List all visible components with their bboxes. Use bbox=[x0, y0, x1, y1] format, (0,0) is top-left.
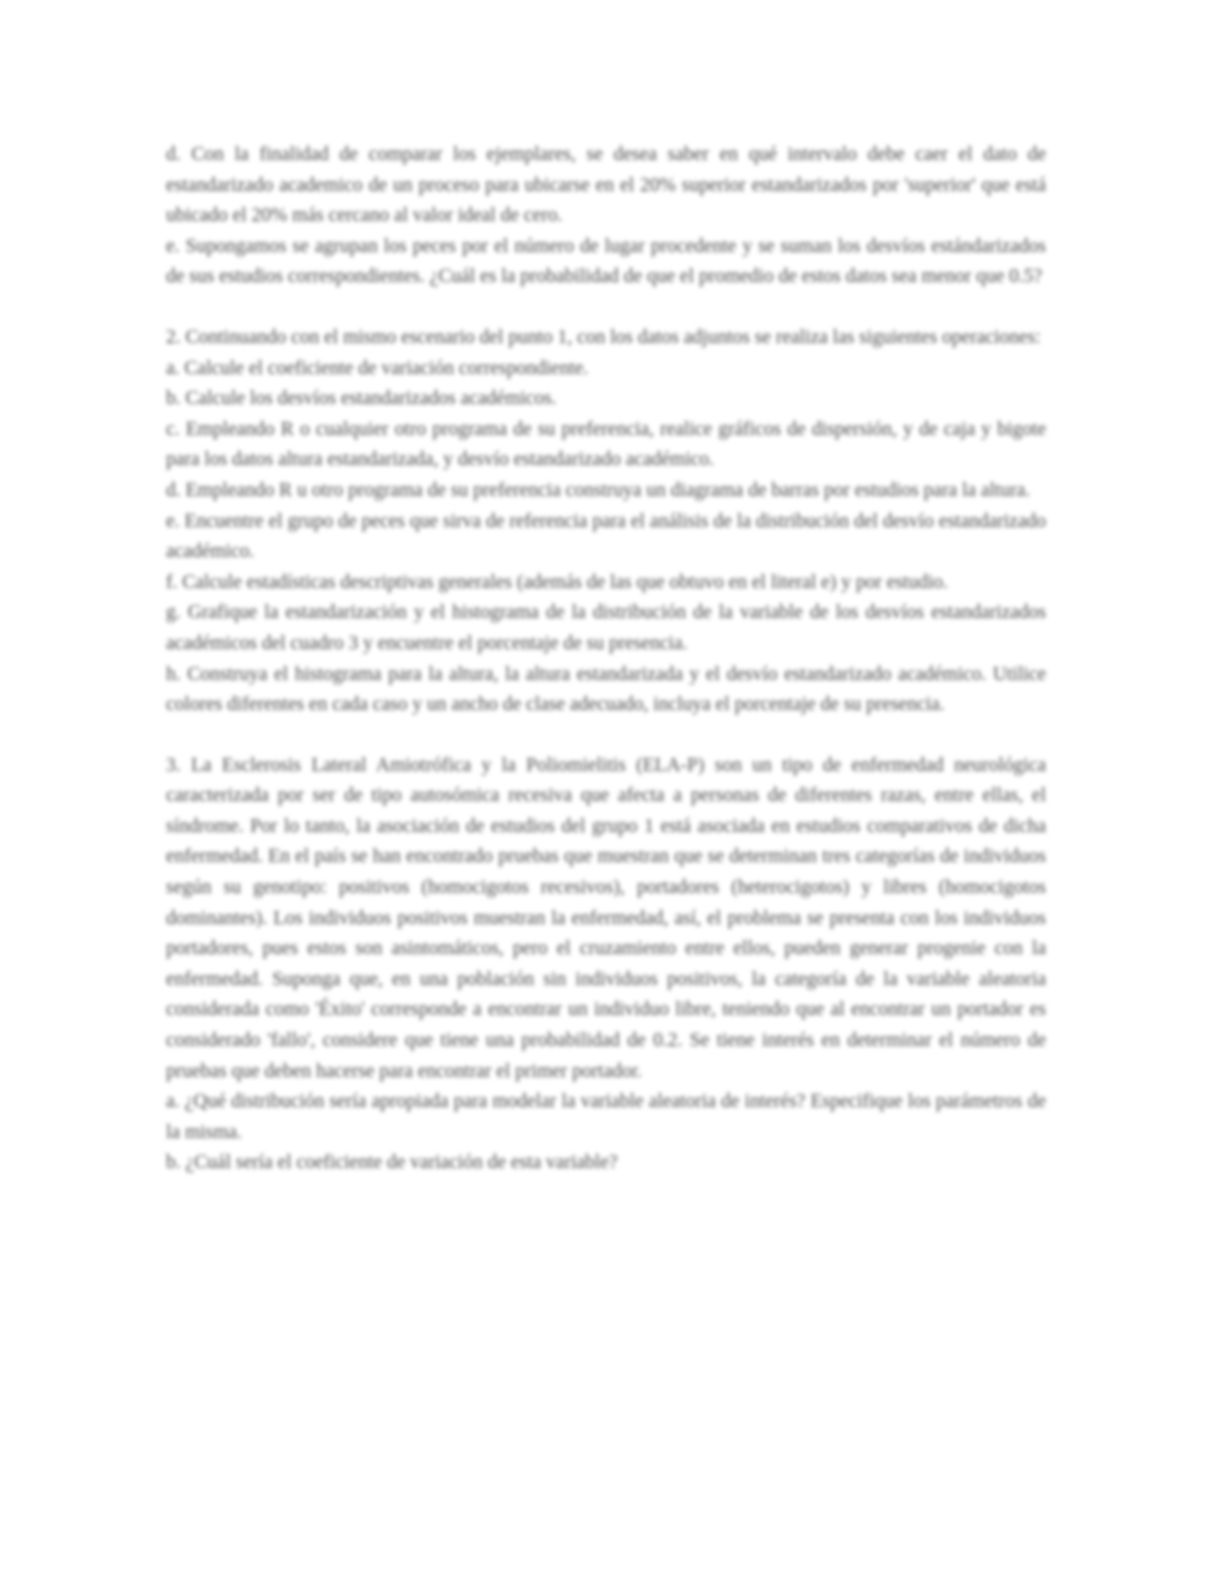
section-1 bbox=[166, 140, 1046, 293]
question-2a: a. Calcule el coeficiente de variación correspondiente. bbox=[166, 357, 589, 379]
question-2c: c. Empleando R o cualquier otro programa de su preferencia, realice gráficos de dispersión, y de caja y bigote para los datos altura estandarizada, y desvío estandarizado académico. bbox=[166, 418, 1046, 471]
section-divider bbox=[166, 293, 1046, 323]
paragraph-1d: d. Con la finalidad de comparar los ejemplares, se desea saber en qué intervalo debe caer el dato de estandarizado academico de un proceso para ubicarse en el 20% superior estandarizados por 'superior' que está ubicado el 20% más cercano al valor ideal de cero. bbox=[166, 144, 1046, 227]
section-3 bbox=[166, 751, 1046, 1179]
question-2e: e. Encuentre el grupo de peces que sirva de referencia para el análisis de la distribución del desvío estandarizado académico. bbox=[166, 510, 1046, 563]
question-2h: h. Construya el histograma para la altura, la altura estandarizada y el desvío estandarizado académico. Utilice colores diferentes en cada caso y un ancho de clase adecuado, incluya el porcentaje de su presencia. bbox=[166, 663, 1046, 716]
question-2g: g. Grafique la estandarización y el histograma de la distribución de la variable de los desvíos estandarizados académicos del cuadro 3 y encuentre el porcentaje de su presencia. bbox=[166, 602, 1046, 654]
paragraph-1e: e. Supongamos se agrupan los peces por el número de lugar procedente y se suman los desvíos estándarizados de sus estudios correspondientes. ¿Cuál es la probabilidad de que el promedio de estos datos sea menor que 0.5? bbox=[166, 235, 1046, 288]
question-2d: d. Empleando R u otro programa de su preferencia construya un diagrama de barras por estudios para la altura. bbox=[166, 479, 1031, 501]
question-3-paragraph: 3. La Esclerosis Lateral Amiotrófica y la Poliomielitis (ELA-P) son un tipo de enfermedad neurológica caracterizada por ser de tipo autosómica recesiva que afecta a personas de diferentes razas, entre ellas, el síndrome. Por lo tanto, la asociación de estudios del grupo 1 está asociada en estudios comparativos de dicha enfermedad. En el país se han encontrado pruebas que muestran que se determinan tres categorías de individuos según su genotipo: positivos (homocigotos recesivos), portadores (heterocigotos) y libres (homocigotos dominantes). Los individuos positivos muestran la enfermedad, así, el problema se presenta con los individuos portadores, pues estos son asintomáticos, pero el cruzamiento entre ellos, pueden generar progenie con la enfermedad. Suponga que, en una población sin individuos positivos, la categoría de la variable aleatoria considerada como 'Éxito' corresponde a encontrar un individuo libre, teniendo que al encontrar un portador es considerado 'fallo', considere que tiene una probabilidad de 0.2. Se tiene interés en determinar el número de pruebas que deben hacerse para encontrar el primer portador. bbox=[166, 754, 1046, 1082]
section-2 bbox=[166, 323, 1046, 721]
question-3b: b. ¿Cuál sería el coeficiente de variación de esta variable? bbox=[166, 1152, 618, 1174]
document-page bbox=[166, 140, 1046, 1179]
section-divider bbox=[166, 721, 1046, 751]
question-3a: a. ¿Qué distribución sería apropiada para modelar la variable aleatoria de interés? Especifique los parámetros de la misma. bbox=[166, 1091, 1046, 1143]
question-2-intro: 2. Continuando con el mismo escenario del punto 1, con los datos adjuntos se realiza las siguientes operaciones: bbox=[166, 326, 1041, 348]
question-2b: b. Calcule los desvíos estandarizados académicos. bbox=[166, 388, 557, 410]
question-2f: f. Calcule estadísticas descriptivas generales (además de las que obtuvo en el literal e) y por estudio. bbox=[166, 571, 948, 593]
